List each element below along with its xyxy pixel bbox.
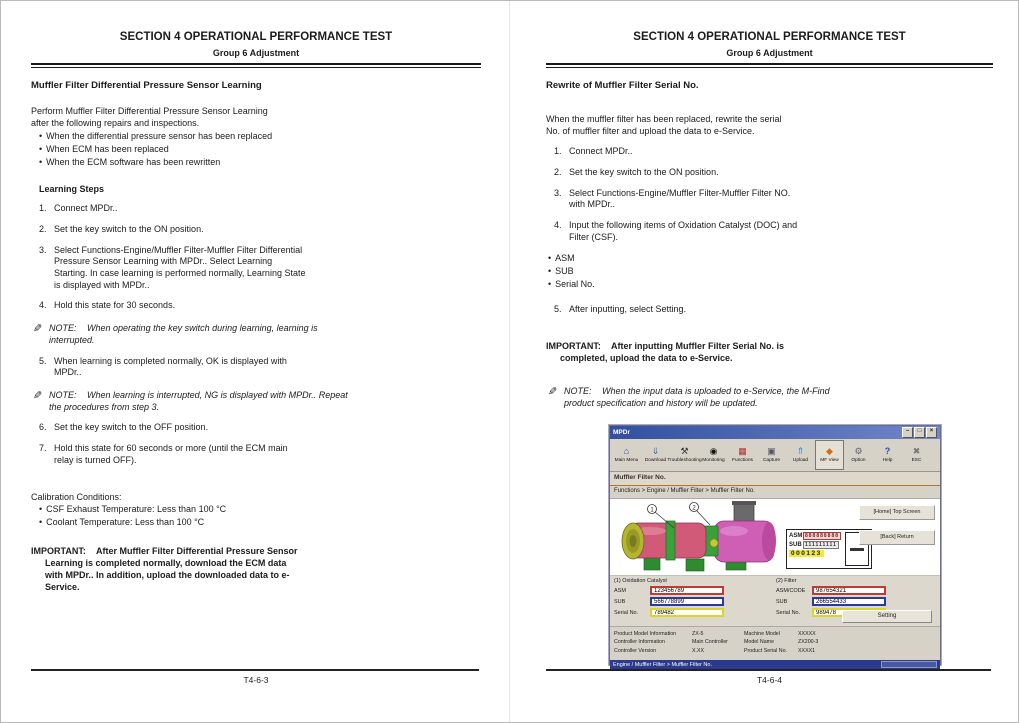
status-bar	[610, 660, 940, 669]
step-number: 5.	[39, 355, 47, 366]
list-item: • Coolant Temperature: Less than 100 °C	[39, 517, 298, 529]
field-label: Serial No.	[776, 609, 801, 616]
toolbar-functions[interactable]	[728, 440, 757, 470]
step-text: When learning is completed normally, OK is displayed with MPDr..	[54, 355, 287, 378]
info-label: Machine Model	[744, 631, 780, 637]
info-label: Product Model Information	[614, 631, 677, 637]
mpdr-toolbar	[610, 439, 940, 472]
help-icon: ?	[884, 446, 891, 457]
mpdr-window	[609, 425, 941, 668]
step-number: 5.	[554, 304, 562, 315]
important-label: IMPORTANT:	[31, 545, 86, 556]
plate-asm-digits: 888888888	[805, 533, 840, 539]
step-item	[39, 443, 307, 466]
machine-info-panel	[610, 626, 940, 660]
info-row	[614, 630, 936, 638]
step-item	[554, 220, 804, 243]
note-label: NOTE:	[564, 386, 592, 397]
step-item	[39, 203, 307, 215]
window-titlebar[interactable]	[610, 426, 940, 439]
step-number: 2.	[554, 166, 562, 177]
important-label: IMPORTANT:	[546, 341, 601, 352]
section-title: SECTION 4 OPERATIONAL PERFORMANCE TEST	[119, 31, 393, 43]
manual-page-right	[546, 1, 993, 723]
back-return-button[interactable]: [Back] Return	[859, 530, 935, 545]
step-item	[554, 188, 806, 211]
step-number: 3.	[554, 187, 562, 198]
plate-sub-label: SUB	[789, 542, 802, 548]
toolbar-mf-view[interactable]	[815, 440, 844, 470]
info-row	[614, 647, 936, 655]
close-button[interactable]: ×	[926, 427, 937, 438]
status-bar-text: Engine / Muffler Filter > Muffler Filter No.	[613, 661, 712, 668]
step-text: Input the following items of Oxidation Catalyst (DOC) and Filter (CSF).	[569, 220, 798, 242]
step-text: Hold this state for 60 seconds or more (until the ECM main relay is turned OFF).	[54, 442, 288, 465]
doc-asm-input[interactable]	[650, 586, 724, 595]
toolbar-label: Monitoring	[702, 458, 725, 464]
note-pencil-icon	[33, 322, 42, 336]
list-item: • SUB	[548, 266, 807, 278]
toolbar-label: Troubleshooting	[667, 458, 702, 464]
list-item: • When the ECM software has been rewritten	[39, 157, 298, 169]
list-item: • CSF Exhaust Temperature: Less than 100 °C	[39, 504, 298, 516]
note-text: When the input data is uploaded to e-Service, the M-Find product specification and history will be updated.	[564, 386, 830, 409]
step-text: After inputting, select Setting.	[569, 304, 687, 315]
plate-serial-number: 000123	[791, 550, 822, 557]
group-title: Group 6 Adjustment	[212, 48, 300, 58]
step-item	[39, 224, 307, 236]
important-block	[546, 340, 828, 364]
step-item	[39, 245, 307, 292]
toolbar-capture[interactable]	[757, 440, 786, 470]
step-number: 1.	[554, 146, 562, 157]
functions-icon: ▦	[738, 446, 747, 457]
window-title: MPDr	[613, 429, 630, 436]
step-item	[554, 167, 822, 179]
intro-paragraph: Perform Muffler Filter Differential Pressure Sensor Learning after the following repairs and inspections.	[31, 105, 268, 128]
important-text: After inputting Muffler Filter Serial No. is completed, upload the data to e-Service.	[560, 341, 785, 364]
note-text: When learning is interrupted, NG is displayed with MPDr.. Repeat the procedures from step 3.	[49, 389, 348, 412]
toolbar-label: Capture	[762, 458, 781, 464]
callout-2-number: 2	[692, 505, 696, 512]
field-label: SUB	[776, 598, 788, 605]
info-value: X.XX	[692, 647, 705, 654]
breadcrumb: Functions > Engine / Muffler Filter > Muffler Filter No.	[610, 486, 940, 499]
maximize-button[interactable]: □	[914, 427, 925, 438]
topic-heading: Rewrite of Muffler Filter Serial No.	[546, 80, 699, 91]
note-block	[548, 386, 836, 409]
monitoring-icon: ◉	[709, 446, 718, 457]
step-item	[554, 146, 822, 158]
plate-barcode-mark	[850, 548, 864, 551]
plate-asm-label: ASM	[789, 533, 803, 539]
manual-page-left	[31, 1, 481, 723]
toolbar-label: Upload	[792, 458, 809, 464]
troubleshooting-icon: ⚒	[680, 446, 689, 457]
header-rule	[31, 63, 481, 68]
important-text: After Muffler Filter Differential Pressure Sensor Learning is completed normally, download the ECM data with MPDr.. In addition, upload the downloaded data to e-Service.	[45, 545, 298, 593]
field-label: ASM	[614, 587, 626, 594]
toolbar-label: Functions	[732, 458, 753, 464]
header-rule	[546, 63, 993, 68]
toolbar-main-menu[interactable]	[612, 440, 641, 470]
step-text: Hold this state for 30 seconds.	[54, 300, 176, 311]
step-item	[39, 356, 307, 379]
input-item-list	[546, 253, 993, 290]
info-label: Controller Version	[614, 647, 657, 654]
capture-icon: ▣	[767, 446, 776, 457]
list-item: • ASM	[548, 253, 807, 265]
toolbar-monitoring[interactable]	[699, 440, 728, 470]
step-text: Set the key switch to the ON position.	[569, 166, 719, 177]
setting-button[interactable]: Setting	[842, 610, 932, 623]
step-text: Connect MPDr..	[569, 146, 633, 157]
toolbar-option[interactable]	[844, 440, 873, 470]
info-label: Model Name	[744, 639, 775, 646]
step-number: 1.	[39, 203, 47, 214]
step-text: Set the key switch to the ON position.	[54, 224, 204, 234]
step-number: 4.	[554, 220, 562, 230]
footer-rule	[31, 669, 479, 671]
toolbar-esc[interactable]	[902, 440, 931, 470]
window-controls	[902, 427, 937, 438]
step-number: 4.	[39, 300, 47, 311]
callout-1-number: 1	[650, 507, 654, 514]
toolbar-label: Option	[851, 458, 866, 464]
field-label: ASM/CODE	[776, 587, 806, 594]
step-item	[554, 304, 822, 316]
intro-bullet-list	[31, 131, 481, 168]
info-value: Main Controller	[692, 639, 728, 646]
doc-sub-input[interactable]	[650, 597, 724, 606]
muffler-filter-illustration	[616, 501, 784, 573]
step-text: Select Functions-Engine/Muffler Filter-Muffler Filter NO. with MPDr..	[569, 187, 791, 210]
note-text: When operating the key switch during learning, learning is interrupted.	[49, 323, 318, 345]
plate-sub-digits: 111111111	[805, 542, 837, 548]
page-number: T4-6-3	[243, 675, 269, 685]
download-icon: ⇓	[651, 446, 660, 457]
toolbar-help[interactable]	[873, 440, 902, 470]
topic-heading: Muffler Filter Differential Pressure Sensor Learning	[31, 80, 262, 91]
list-item: • When ECM has been replaced	[39, 144, 298, 156]
step-number: 2.	[39, 224, 47, 234]
option-gear-icon: ⚙	[854, 446, 863, 457]
group-title: Group 6 Adjustment	[726, 48, 813, 58]
doc-serial-input[interactable]	[650, 608, 724, 617]
list-item: • When the differential pressure sensor has been replaced	[39, 131, 288, 143]
oxidation-catalyst-group	[614, 578, 768, 619]
field-label: SUB	[614, 598, 626, 605]
list-item: • Serial No.	[548, 279, 807, 291]
note-pencil-icon	[548, 385, 557, 399]
footer-rule	[546, 669, 991, 671]
serial-input-panel	[610, 575, 940, 626]
toolbar-troubleshooting[interactable]	[667, 440, 702, 470]
status-bar-segment	[881, 661, 937, 668]
note-pencil-icon	[33, 389, 42, 403]
group-title: (1) Oxidation Catalyst	[614, 578, 667, 584]
upload-icon: ⇑	[796, 446, 805, 457]
steps-title: Learning Steps	[39, 184, 105, 195]
toolbar-download[interactable]	[641, 440, 670, 470]
note-label: NOTE:	[49, 389, 77, 400]
step-item	[39, 300, 307, 312]
calibration-bullet-list	[31, 504, 481, 528]
page-fold-divider	[509, 1, 510, 722]
info-label: Product Serial No.	[744, 647, 787, 654]
screen-title: Muffler Filter No.	[610, 472, 940, 486]
toolbar-upload[interactable]	[786, 440, 815, 470]
group-title: (2) Filter	[776, 578, 797, 584]
step-text: Set the key switch to the OFF position.	[54, 422, 209, 433]
info-value: ZX-5	[692, 631, 704, 637]
minimize-button[interactable]: –	[902, 427, 913, 438]
toolbar-label: ESC	[911, 458, 922, 464]
calibration-title: Calibration Conditions:	[31, 492, 122, 503]
mpdr-main-area	[610, 499, 940, 575]
toolbar-label: MF View	[820, 458, 839, 464]
toolbar-label: Download	[644, 458, 667, 464]
note-block	[33, 323, 349, 346]
step-number: 7.	[39, 442, 47, 453]
toolbar-label: Help	[882, 458, 893, 464]
field-label: Serial No.	[614, 609, 639, 616]
info-value: ZX200-3	[798, 639, 819, 646]
step-item	[39, 422, 307, 434]
important-block	[31, 545, 300, 594]
intro-paragraph: When the muffler filter has been replaced, rewrite the serial No. of muffler filter and upload the data to e-Service.	[546, 113, 782, 136]
section-title: SECTION 4 OPERATIONAL PERFORMANCE TEST	[633, 31, 906, 43]
note-block	[33, 390, 349, 413]
step-text: Select Functions-Engine/Muffler Filter-Muffler Filter Differential Pressure Sensor Learning with MPDr.. Select Learning Starting. In case learning is performed normally, Learning State is displayed with MPDr..	[54, 244, 306, 290]
csf-sub-input[interactable]	[812, 597, 886, 606]
csf-asm-code-input[interactable]	[812, 586, 886, 595]
info-value: XXXX1	[798, 647, 816, 654]
mf-view-icon: ◆	[826, 446, 833, 457]
info-value: XXXXX	[798, 631, 816, 637]
info-row	[614, 638, 936, 646]
step-number: 3.	[39, 244, 47, 255]
page-number: T4-6-4	[756, 675, 783, 685]
note-label: NOTE:	[49, 323, 77, 334]
info-label: Controller Information	[614, 639, 665, 646]
esc-icon: ✖	[912, 446, 921, 457]
toolbar-label: Main Menu	[614, 458, 639, 464]
step-text: Connect MPDr..	[54, 203, 118, 214]
step-number: 6.	[39, 422, 47, 433]
main-menu-icon: ⌂	[623, 446, 630, 457]
home-top-screen-button[interactable]: [Home] Top Screen	[859, 505, 935, 520]
